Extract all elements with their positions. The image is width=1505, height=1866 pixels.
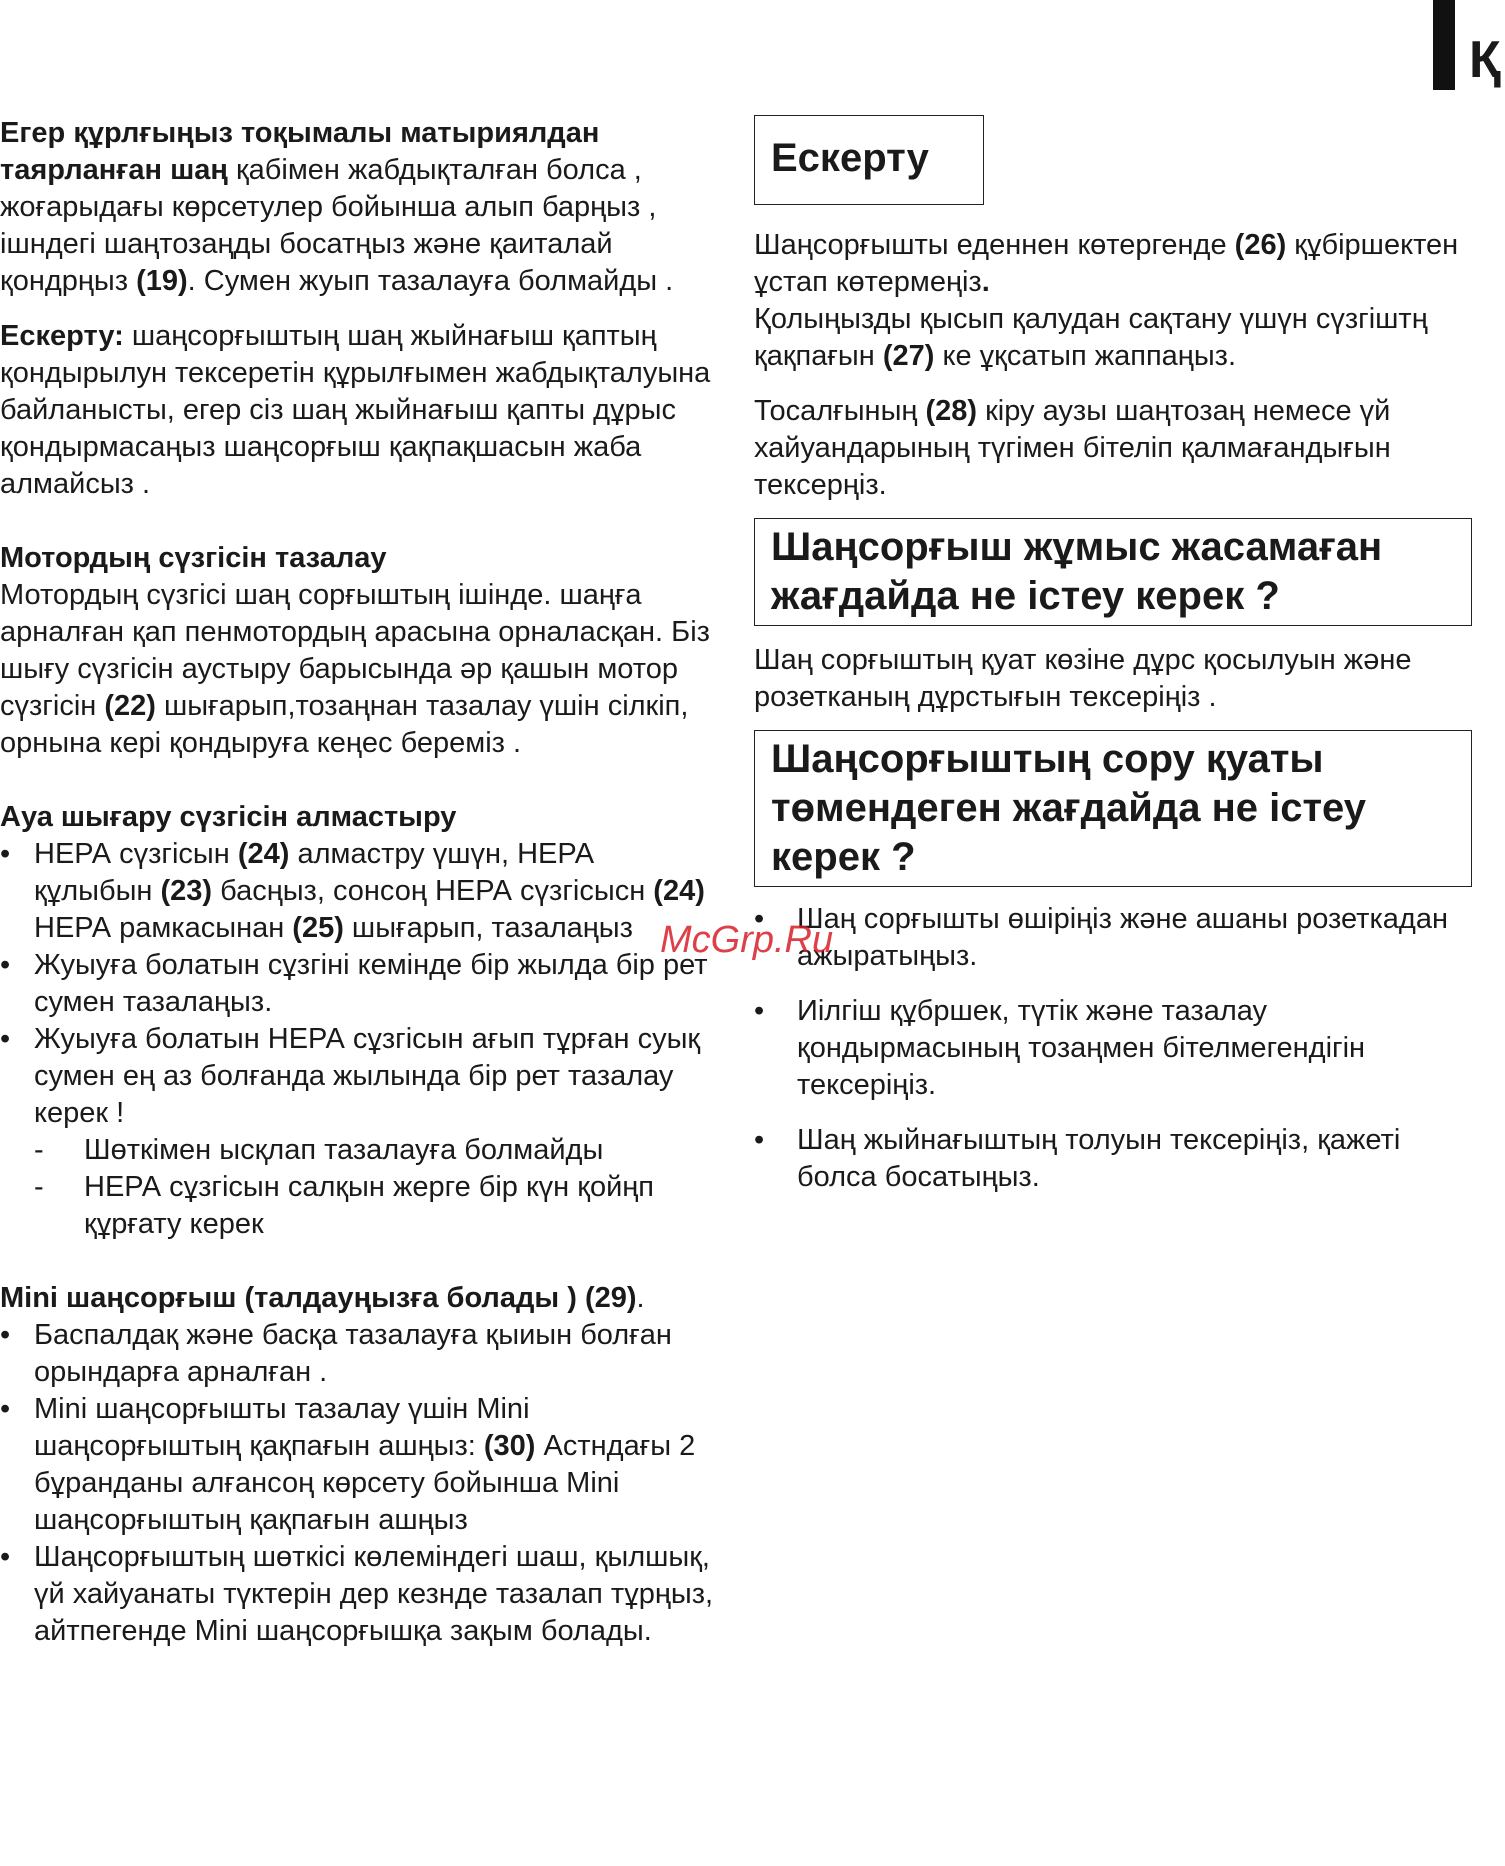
not-working-heading-box: Шаңсорғыш жұмыс жасамаған жағдайда не істеу керек ? (754, 518, 1472, 626)
list-item: • Иілгіш құбршек, түтік және тазалау қондырмасының тозаңмен бітелмегендігін тексеріңіз. (754, 993, 1480, 1104)
note-paragraph (0, 318, 715, 503)
intro-paragraph (0, 115, 715, 300)
ref-19: (19) (136, 265, 188, 297)
motor-text: Мотордың сүзгісі шаң сорғыштың ішінде. шаңға арналған қап пенмотордың арасына орналасқан. Біз шығу сүзгісін аустыру барысында әр қашын мотор сүзгісін (0, 579, 710, 722)
ref-24: (24) (653, 875, 705, 907)
motor-filter-paragraph (0, 577, 715, 762)
power-check-paragraph: Шаң сорғыштың қуат көзіне дұрс қосылуын және розетканың дұрстығын тексеріңіз . (754, 644, 1412, 713)
motor-filter-heading: Мотордың сүзгісін тазалау (0, 542, 387, 574)
low-suction-heading-box: Шаңсорғыштың сору қуаты төмендеген жағдайда не істеу керек ? (754, 730, 1472, 887)
language-letter: Қ (1469, 31, 1501, 89)
sub-list-item: - Шөткімен ысқлап тазалауға болмайды (34, 1132, 715, 1169)
ref-23: (23) (160, 875, 213, 907)
exhaust-filter-heading: Ауа шығару сүзгісін алмастыру (0, 801, 457, 833)
text: Mini шаңсорғышты тазалау үшін Mini шаңсорғыштың қақпағын ашңыз: (34, 1393, 530, 1462)
text: НЕРА сүзгісын (34, 838, 238, 870)
sub-list (34, 1132, 715, 1243)
list-item (0, 836, 715, 947)
intro-bold: Егер құрлғыңыз тоқымалы матыриялдан таярланған шаң (0, 117, 600, 186)
mini-vacuum-heading (0, 1280, 715, 1317)
text: құбіршектен ұстап көтермеңіз (754, 229, 1459, 298)
text: кіру аузы шаңтозаң немесе үй хайуандарының түгімен бітеліп қалмағандығын тексерңіз. (754, 395, 1391, 501)
ref-30: (30) (483, 1430, 536, 1462)
language-tab (1433, 0, 1505, 92)
intro-text: қабімен жабдықталған болса , жоғарыдағы көрсетулер бойынша алып барңыз , ішндегі шаңтозаңды босатңыз және қаиталай қондрңыз (0, 154, 657, 297)
low-suction-list (754, 901, 1480, 1196)
motor-tail: шығарып,тозаңнан тазалау үшін сілкіп, орнына кері қондыруға кеңес береміз . (0, 690, 689, 759)
list-item: • Шаң сорғышты өшіріңіз және ашаны розеткадан ажыратыңыз. (754, 901, 1480, 975)
right-column (754, 115, 1480, 1196)
text: басңыз, сонсоң НЕРА сүзгісысн (212, 875, 654, 907)
mini-heading-text: Mini шаңсорғыш (талдауңызға болады ) (0, 1282, 585, 1314)
text: шығарып, тазалаңыз (343, 912, 633, 944)
left-column (0, 115, 715, 1650)
text: Астндағы 2 бұранданы алғансоң көрсету бойынша Mini шаңсорғыштың қақпағын ашңыз (34, 1430, 696, 1536)
list-item (0, 1021, 715, 1243)
text: Жуыуға болатын НЕРА сұзгісын ағып тұрған суық сумен ең аз болғанда жылында бір рет тазалау керек ! (34, 1023, 701, 1129)
text: НЕРА рамкасынан (34, 912, 293, 944)
mini-vacuum-list (0, 1317, 715, 1650)
ref-29: (29) (584, 1282, 637, 1314)
list-item: • Шаң жыйнағыштың толуын тексеріңіз, қажеті болса босатыңыз. (754, 1122, 1480, 1196)
text: Тосалғының (754, 395, 926, 427)
mini-heading-tail: . (636, 1282, 645, 1314)
ref-24: (24) (237, 838, 290, 870)
intro-tail: . Сумен жуып тазалауға болмайды . (187, 265, 674, 297)
list-item (0, 1391, 715, 1539)
text: ке ұқсатып жаппаңыз. (934, 340, 1237, 372)
list-item: • Жуыуға болатын сұзгіні кемінде бір жылда бір рет сумен тазалаңыз. (0, 947, 715, 1021)
list-item: • Баспалдақ және басқа тазалауға қыиын болған орындарға арналған . (0, 1317, 715, 1391)
list-item: • Шаңсорғыштың шөткісі көлеміндегі шаш, қылшық, үй хайуанаты түктерін дер кезнде тазалап тұрңыз, айтпегенде Mini шаңсорғышқа зақым болады. (0, 1539, 715, 1650)
inlet-check-paragraph (754, 393, 1480, 504)
lift-warning-paragraph (754, 227, 1480, 375)
exhaust-filter-list (0, 836, 715, 1243)
text: . (981, 266, 990, 298)
ref-27: (27) (882, 340, 935, 372)
ref-28: (28) (925, 395, 978, 427)
text: алмастру үшүн, НЕРА құлыбын (34, 838, 595, 907)
ref-25: (25) (292, 912, 344, 944)
note-label: Ескерту: (0, 320, 124, 352)
text: Қолыңызды қысып қалудан сақтану үшүн сүзгіштң қақпағын (754, 303, 1428, 372)
text: Шаңсорғышты еденнен көтергенде (754, 229, 1235, 261)
ref-22: (22) (104, 690, 156, 722)
note-text: шаңсорғыштың шаң жыйнағыш қаптың қондырылун тексеретін құрылғымен жабдықталуына байланысты, егер сіз шаң жыйнағыш қапты дұрыс қондырмасаңыз шаңсорғыш қақпақшасын жаба алмайсыз . (0, 320, 711, 500)
note-title-box: Ескерту (754, 115, 984, 205)
ref-26: (26) (1234, 229, 1287, 261)
language-tab-bar (1433, 0, 1455, 90)
watermark: McGrp.Ru (660, 919, 834, 961)
sub-list-item: - НЕРА сұзгісын салқын жерге бір күн қойңп құрғату керек (34, 1169, 715, 1243)
